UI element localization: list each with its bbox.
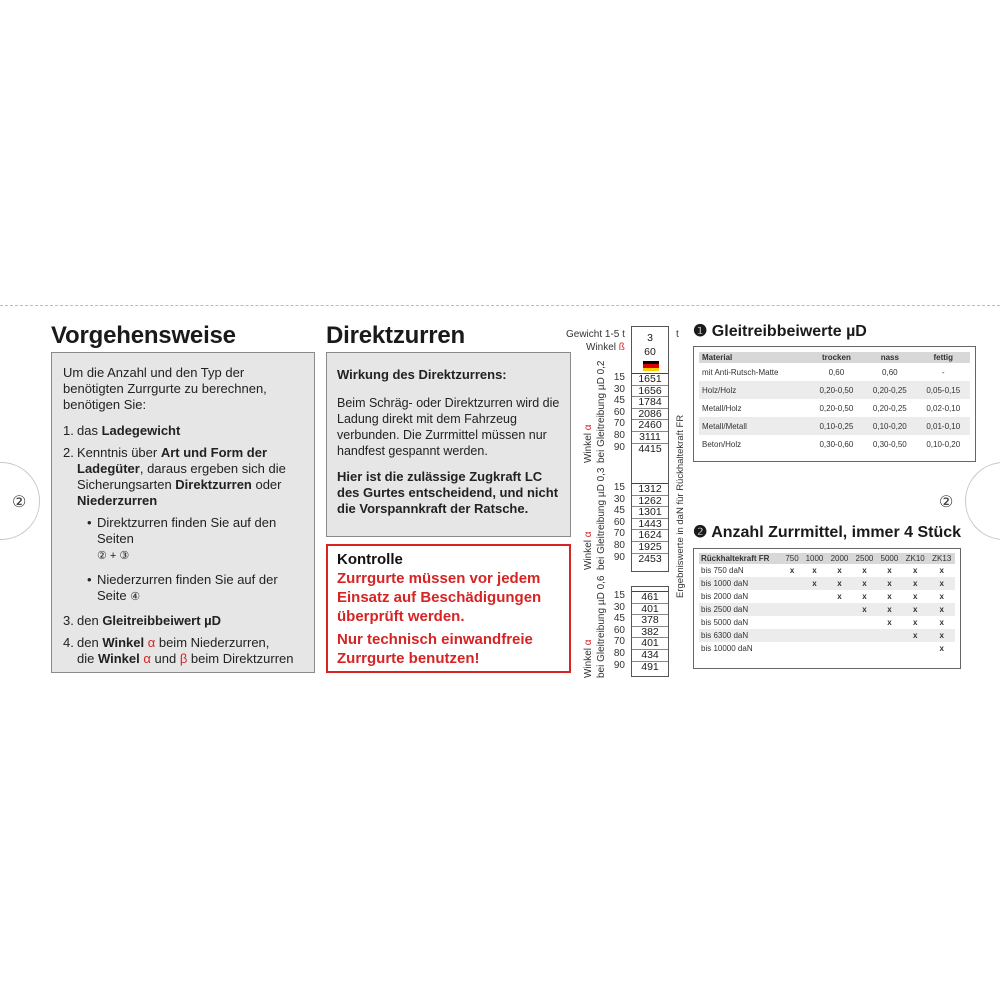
table-cell (827, 642, 852, 655)
table-header-cell: trocken (821, 353, 851, 362)
table-cell: bis 750 daN (701, 566, 744, 575)
angle-label: 15 (613, 590, 625, 601)
table-cell: x (912, 618, 918, 627)
angle-label: 70 (613, 636, 625, 648)
table-cell: x (789, 566, 795, 575)
table-cell: x (912, 592, 918, 601)
table-cell (827, 616, 852, 629)
table-cell: 0,60 (828, 367, 845, 377)
table-cell: 0,20-0,25 (872, 403, 907, 413)
table-cell (902, 642, 929, 655)
result-value: 2460 (632, 419, 668, 431)
table-cell: bis 5000 daN (701, 618, 749, 627)
table-cell: 0,05-0,15 (926, 385, 961, 395)
count-table-frame (693, 548, 961, 669)
table-cell: x (939, 644, 944, 653)
table-cell: x (887, 605, 892, 614)
result-value: 1656 (632, 385, 668, 397)
page-marker-left: ② (12, 494, 27, 511)
table-cell (802, 590, 827, 603)
result-value: 1443 (632, 518, 668, 530)
check-text-2: Nur technisch einwandfreie Zurrgurte benutzen! (337, 631, 533, 667)
table-cell: x (887, 566, 892, 575)
table-cell: Metall/Holz (702, 403, 742, 413)
angle-label: 70 (613, 528, 625, 540)
count-table (699, 553, 955, 655)
table-cell: 0,60 (882, 367, 898, 377)
result-value: 401 (632, 603, 668, 615)
table-cell: x (912, 566, 918, 575)
table-row (699, 616, 955, 629)
table-cell: x (939, 566, 944, 575)
count-title: ❷ Anzahl Zurrmittel, immer 4 Stück (693, 524, 962, 541)
table-cell (852, 642, 877, 655)
table-header-row (699, 352, 970, 363)
table-cell: 0,20-0,25 (872, 385, 907, 395)
table-cell: Metall/Metall (702, 421, 747, 431)
weight-value[interactable]: 3 (647, 332, 653, 344)
group-sublabel-06: bei Gleitreibung µD 0,6 (596, 575, 607, 678)
table-cell: x (887, 618, 892, 627)
table-cell: mit Anti-Rutsch-Matte (702, 367, 779, 377)
result-value: 2453 (632, 553, 668, 565)
result-value: 4415 (632, 443, 668, 455)
table-cell: x (812, 579, 817, 588)
table-row (699, 381, 970, 399)
angle-label: 90 (613, 551, 625, 563)
table-cell: x (887, 592, 892, 601)
result-value: 1312 (632, 483, 668, 495)
result-value: 1624 (632, 529, 668, 541)
table-cell: 0,02-0,10 (926, 403, 961, 413)
angle-label: 80 (613, 648, 625, 659)
table-cell: bis 10000 daN (701, 644, 753, 653)
table-header-cell: ZK10 (905, 554, 925, 563)
table-cell: x (939, 631, 944, 640)
page-marker-right: ② (939, 494, 954, 511)
effect-box (326, 352, 571, 537)
angle-beta-value[interactable]: 60 (644, 346, 656, 358)
effect-heading: Wirkung des Direktzurrens: (337, 367, 507, 382)
result-value: 1925 (632, 541, 668, 553)
angle-label: 60 (613, 406, 625, 418)
table-cell (782, 577, 802, 590)
procedure-box (51, 352, 315, 673)
table-cell (852, 629, 877, 642)
table-cell (782, 590, 802, 603)
group-label-03: Winkel α (583, 531, 594, 570)
table-cell: 0,01-0,10 (926, 421, 961, 431)
table-row (699, 417, 970, 435)
table-cell: bis 1000 daN (701, 579, 749, 588)
result-value: 2086 (632, 408, 668, 420)
table-cell: x (939, 605, 944, 614)
table-row (699, 642, 955, 655)
table-header-row (699, 553, 955, 564)
angle-label: 45 (613, 505, 625, 517)
result-value: 1651 (632, 373, 668, 385)
angle-label: 90 (613, 659, 625, 671)
result-value: 434 (632, 649, 668, 661)
table-cell: x (837, 579, 842, 588)
table-header-cell: fettig (933, 353, 954, 362)
number-two-icon: ❷ (693, 524, 708, 541)
procedure-steps (63, 423, 302, 509)
sub-direct: • Direktzurren finden Sie auf den Seiten ② + ③ (87, 515, 277, 562)
sub-down: • Niederzurren finden Sie auf der Seite ④ (87, 572, 278, 603)
table-cell: 0,10-0,20 (872, 421, 907, 431)
value-column-1 (631, 326, 669, 572)
table-cell: bis 2500 daN (701, 605, 749, 614)
table-cell: x (939, 579, 944, 588)
value-column-2 (631, 586, 669, 677)
table-cell (827, 629, 852, 642)
angle-label: 15 (613, 372, 625, 383)
friction-table-frame (693, 346, 976, 462)
angle-beta-label: Winkel ß (586, 342, 625, 353)
result-value: 382 (632, 626, 668, 638)
table-cell: x (862, 579, 867, 588)
result-value: 1301 (632, 506, 668, 518)
result-caption: Ergebniswerte in daN für Rückhaltekraft FR (675, 414, 686, 598)
table-header-cell: 1000 (805, 554, 824, 563)
step-1: 1. das Ladegewicht (63, 423, 181, 438)
angle-label: 70 (613, 418, 625, 430)
result-value: 1262 (632, 495, 668, 507)
procedure-intro: Um die Anzahl und den Typ der benötigten Zurrgurte zu berechnen, benötigen Sie: (63, 365, 267, 412)
table-cell: x (812, 566, 817, 575)
check-title: Kontrolle (337, 551, 403, 568)
result-value: 491 (632, 661, 668, 673)
table-cell (827, 603, 852, 616)
angle-label: 80 (613, 540, 625, 551)
result-value: 3111 (632, 431, 668, 443)
table-cell (877, 629, 902, 642)
table-cell: x (837, 566, 842, 575)
weight-label: Gewicht 1-5 t (566, 329, 625, 340)
friction-table (699, 352, 970, 453)
table-cell: x (862, 605, 867, 614)
angle-label: 30 (613, 383, 625, 395)
table-header-cell: 2000 (830, 554, 849, 563)
angle-label: 60 (613, 516, 625, 528)
table-row (699, 363, 970, 381)
result-value: 401 (632, 637, 668, 649)
left-title: Vorgehensweise (51, 322, 236, 349)
table-header-cell: 750 (785, 554, 799, 563)
check-box (326, 544, 571, 673)
table-cell (852, 616, 877, 629)
table-cell (877, 642, 902, 655)
angle-label: 90 (613, 441, 625, 453)
group-sublabel-03: bei Gleitreibung µD 0,3 (596, 467, 607, 570)
mid-title: Direktzurren (326, 322, 465, 349)
table-cell (802, 629, 827, 642)
result-value: 1784 (632, 396, 668, 408)
table-cell: x (912, 605, 918, 614)
step-4: 4. den Winkel α beim Niederzurren, die Winkel α und β beim Direktzurren (63, 635, 294, 666)
table-cell: - (941, 367, 945, 377)
table-cell: x (912, 579, 918, 588)
table-row (699, 564, 955, 577)
table-header-cell: 5000 (880, 554, 899, 563)
table-cell: 0,20-0,50 (819, 385, 854, 395)
table-cell: x (862, 592, 867, 601)
table-row (699, 590, 955, 603)
table-header-cell: ZK13 (932, 554, 952, 563)
angle-label: 30 (613, 493, 625, 505)
table-cell: 0,20-0,50 (819, 403, 854, 413)
effect-bold: Hier ist die zulässige Zugkraft LC des Gurtes entscheidend, und nicht die Vorspannkraft der Ratsche. (337, 469, 559, 516)
table-cell (782, 603, 802, 616)
result-value: 378 (632, 614, 668, 626)
german-flag-icon (643, 361, 659, 371)
result-value: 461 (632, 591, 668, 603)
friction-title: ❶ Gleitreibbeiwerte µD (693, 323, 867, 340)
angle-label: 30 (613, 601, 625, 613)
table-cell: Beton/Holz (702, 439, 742, 449)
table-cell: x (912, 631, 918, 640)
group-label-06: Winkel α (583, 639, 594, 678)
angle-label: 45 (613, 395, 625, 407)
table-cell: x (887, 579, 892, 588)
table-cell: Holz/Holz (702, 385, 737, 395)
table-cell: x (837, 592, 842, 601)
table-header-cell: Rückhaltekraft FR (701, 554, 770, 563)
table-header-cell: 2500 (855, 554, 874, 563)
table-cell: x (939, 618, 944, 627)
angle-label: 45 (613, 613, 625, 625)
sub-list (63, 515, 302, 605)
number-one-icon: ❶ (693, 323, 708, 340)
table-cell: bis 6300 daN (701, 631, 749, 640)
table-cell: 0,10-0,20 (926, 439, 961, 449)
angle-label: 80 (613, 430, 625, 441)
table-header-cell: nass (880, 353, 899, 362)
table-row (699, 629, 955, 642)
table-cell (782, 642, 802, 655)
group-label-02: Winkel α (583, 424, 594, 463)
check-text-1: Zurrgurte müssen vor jedem Einsatz auf Beschädigungen überprüft werden. (337, 570, 542, 625)
group-sublabel-02: bei Gleitreibung µD 0,2 (596, 360, 607, 463)
table-cell: x (862, 566, 867, 575)
table-cell: 0,10-0,25 (819, 421, 854, 431)
table-cell (782, 616, 802, 629)
step-2: 2. Kenntnis über Art und Form der Ladegüter, daraus ergeben sich die Sicherungsarten Direktzurren oder Niederzurren (63, 445, 286, 508)
table-cell: 0,30-0,60 (819, 439, 854, 449)
table-row (699, 603, 955, 616)
table-cell (802, 603, 827, 616)
table-row (699, 577, 955, 590)
step-3: 3. den Gleitreibbeiwert µD (63, 613, 222, 628)
table-cell (782, 629, 802, 642)
table-cell: 0,30-0,50 (872, 439, 907, 449)
table-cell: x (939, 592, 944, 601)
table-cell (802, 616, 827, 629)
table-header-cell: Material (702, 353, 733, 362)
table-cell (802, 642, 827, 655)
table-row (699, 435, 970, 453)
table-row (699, 399, 970, 417)
angle-label: 15 (613, 482, 625, 493)
weight-unit: t (676, 329, 679, 340)
angle-label: 60 (613, 624, 625, 636)
table-cell: bis 2000 daN (701, 592, 749, 601)
effect-text: Beim Schräg- oder Direktzurren wird die Ladung direkt mit dem Fahrzeug verbunden. Die Zurrmittel müssen nur handfest gespannt werden. (337, 396, 560, 458)
